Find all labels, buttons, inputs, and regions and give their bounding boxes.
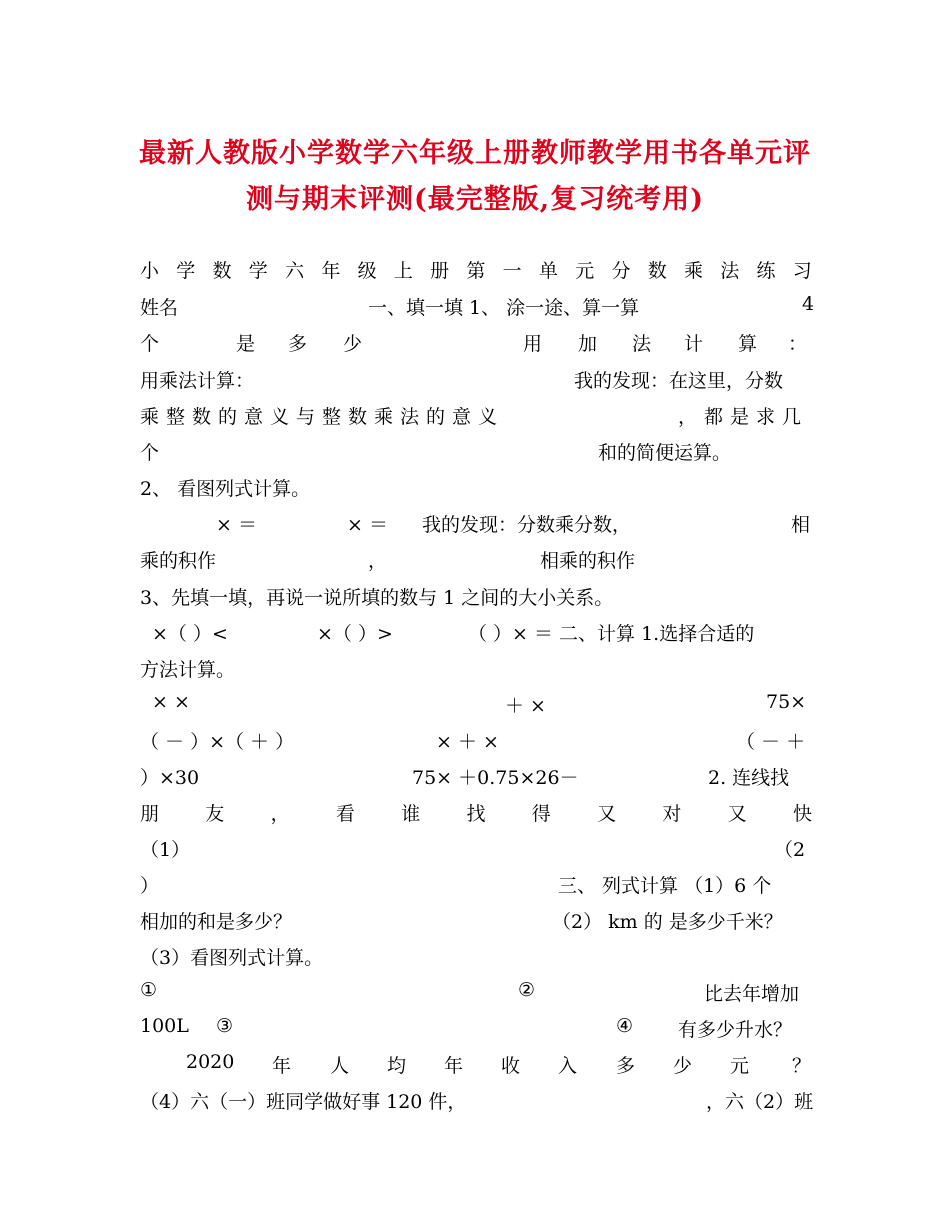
text-segment: 75× xyxy=(766,691,807,713)
text-line-1 xyxy=(140,256,812,286)
text-char: 少 xyxy=(343,333,363,355)
text-line-14 xyxy=(140,727,812,757)
text-char: 习 xyxy=(792,260,812,282)
text-segment: 相加的和是多少？ xyxy=(140,911,293,933)
text-line-12 xyxy=(140,655,812,685)
text-segment: ，六（2）班 xyxy=(706,1091,814,1113)
text-char: 六 xyxy=(285,260,305,282)
text-char: ， xyxy=(270,803,290,825)
text-line-20 xyxy=(140,943,812,973)
text-char: 友 xyxy=(205,803,225,825)
text-char: 看 xyxy=(335,803,355,825)
text-segment: 乘整数的意义与整数乘法的意义 xyxy=(140,406,505,428)
text-line-4 xyxy=(140,366,812,396)
text-segment: 75× ＋0.75×26－ xyxy=(412,767,579,789)
text-char: ？ xyxy=(792,1055,812,1077)
text-segment: 相乘的积作 xyxy=(540,550,636,572)
text-segment: ）×30 xyxy=(140,767,200,789)
text-segment: × ＋ × xyxy=(436,731,499,753)
text-char: 分 xyxy=(611,260,631,282)
text-char: 用 xyxy=(523,333,543,355)
text-char: 一 xyxy=(502,260,522,282)
text-segment: ② xyxy=(518,979,536,1001)
text-segment: 4 xyxy=(802,293,815,315)
text-line-8 xyxy=(140,510,812,540)
text-segment: （ ）× ＝ 二、计算 1.选择合适的 xyxy=(468,623,755,645)
text-segment: （3）看图列式计算。 xyxy=(140,947,324,969)
text-segment: 用乘法计算： xyxy=(140,370,255,392)
text-line-13 xyxy=(140,691,812,721)
document-title-line-2: 测与期末评测(最完整版,复习统考用) xyxy=(246,184,704,215)
text-segment: 三、 列式计算 （1）6 个 xyxy=(558,875,772,897)
text-char: 年 xyxy=(444,1055,464,1077)
text-char: 又 xyxy=(597,803,617,825)
text-segment: 一、填一填 1、 涂一途、算一算 xyxy=(368,297,640,319)
text-segment: （ － ＋ xyxy=(736,731,806,753)
text-segment: 和的简便运算。 xyxy=(598,442,732,464)
text-segment: 100L xyxy=(140,1015,189,1037)
text-char: 元 xyxy=(730,1055,750,1077)
text-char: 第 xyxy=(466,260,486,282)
text-char: 收 xyxy=(501,1055,521,1077)
text-char: 练 xyxy=(756,260,776,282)
text-segment: 乘的积作 xyxy=(140,550,217,572)
text-segment: 方法计算。 xyxy=(140,659,236,681)
text-line-6 xyxy=(140,438,812,468)
text-segment: 有多少升水？ xyxy=(678,1019,793,1041)
text-char: 快 xyxy=(792,803,812,825)
text-line-9 xyxy=(140,546,812,576)
text-char: 多 xyxy=(616,1055,636,1077)
text-line-15 xyxy=(140,763,812,793)
text-segment: × ＝ xyxy=(347,514,388,536)
text-line-10 xyxy=(140,583,812,613)
text-char: 找 xyxy=(466,803,486,825)
text-char: 谁 xyxy=(401,803,421,825)
text-char: 单 xyxy=(538,260,558,282)
text-char: 法 xyxy=(720,260,740,282)
text-segment: 相 xyxy=(791,514,811,536)
text-segment: 2、 看图列式计算。 xyxy=(140,478,311,500)
text-char: 2020 xyxy=(186,1051,235,1073)
text-char: 算 xyxy=(738,333,758,355)
text-line-11 xyxy=(140,619,812,649)
text-segment: 我的发现：在这里，分数 xyxy=(574,370,784,392)
text-segment: ③ xyxy=(216,1015,234,1037)
text-char: 是 xyxy=(236,333,256,355)
text-line-2 xyxy=(140,293,815,323)
text-char: 学 xyxy=(248,260,268,282)
text-char: 多 xyxy=(288,333,308,355)
text-char: 个 xyxy=(140,333,160,355)
text-segment: ① xyxy=(140,979,158,1001)
text-segment: × ＝ xyxy=(216,514,257,536)
text-char: 朋 xyxy=(140,803,160,825)
text-segment: 比去年增加 xyxy=(704,983,800,1005)
text-char: 年 xyxy=(321,260,341,282)
text-char: 又 xyxy=(727,803,747,825)
text-char: 年 xyxy=(272,1055,292,1077)
text-segment: （2 xyxy=(774,839,806,861)
text-segment: × × xyxy=(152,691,190,713)
text-char: 数 xyxy=(212,260,232,282)
text-line-16 xyxy=(140,799,812,829)
text-segment: ，都是求几 xyxy=(678,406,809,428)
text-line-21 xyxy=(140,979,812,1009)
text-char: 加 xyxy=(578,333,598,355)
text-segment: 个 xyxy=(140,442,160,464)
text-segment: ×（ ）< xyxy=(152,623,228,645)
text-char: 元 xyxy=(575,260,595,282)
text-line-17 xyxy=(140,835,812,865)
text-char: 级 xyxy=(357,260,377,282)
text-char: 乘 xyxy=(683,260,703,282)
text-line-24 xyxy=(140,1087,812,1117)
text-segment: ④ xyxy=(616,1015,634,1037)
text-segment: （4）六（一）班同学做好事 120 件， xyxy=(140,1091,467,1113)
text-line-3 xyxy=(140,329,812,359)
text-char: 人 xyxy=(330,1055,350,1077)
text-segment: （ － ）×（ ＋ ） xyxy=(140,731,295,753)
text-char: 得 xyxy=(531,803,551,825)
text-char: 小 xyxy=(140,260,160,282)
text-char: 均 xyxy=(387,1055,407,1077)
text-char: 上 xyxy=(393,260,413,282)
text-line-23 xyxy=(140,1051,812,1081)
text-segment: ， xyxy=(368,550,388,572)
text-char: 学 xyxy=(176,260,196,282)
text-char: 对 xyxy=(662,803,682,825)
text-char: 册 xyxy=(430,260,450,282)
text-char: 数 xyxy=(647,260,667,282)
text-segment: 姓名 xyxy=(140,297,179,319)
text-segment: 2. 连线找 xyxy=(708,767,790,789)
text-segment: 3、先填一填，再说一说所填的数与 1 之间的大小关系。 xyxy=(140,587,614,609)
text-char: 少 xyxy=(673,1055,693,1077)
text-segment: 我的发现：分数乘分数， xyxy=(422,514,632,536)
text-line-22 xyxy=(140,1015,812,1045)
text-segment: ＋ × xyxy=(505,695,546,717)
text-segment: （1） xyxy=(140,839,191,861)
text-line-18 xyxy=(140,871,812,901)
text-segment: ） xyxy=(140,875,160,897)
text-line-5 xyxy=(140,402,812,432)
document-title-line-1: 最新人教版小学数学六年级上册教师教学用书各单元评 xyxy=(139,138,811,169)
text-line-7 xyxy=(140,474,812,504)
text-char: 法 xyxy=(632,333,652,355)
text-segment: （2） km 的 是多少千米？ xyxy=(552,911,783,933)
text-line-19 xyxy=(140,907,812,937)
text-char: 计 xyxy=(684,333,704,355)
text-segment: ×（ ）> xyxy=(317,623,393,645)
text-char: ： xyxy=(788,333,808,355)
text-char: 入 xyxy=(558,1055,578,1077)
